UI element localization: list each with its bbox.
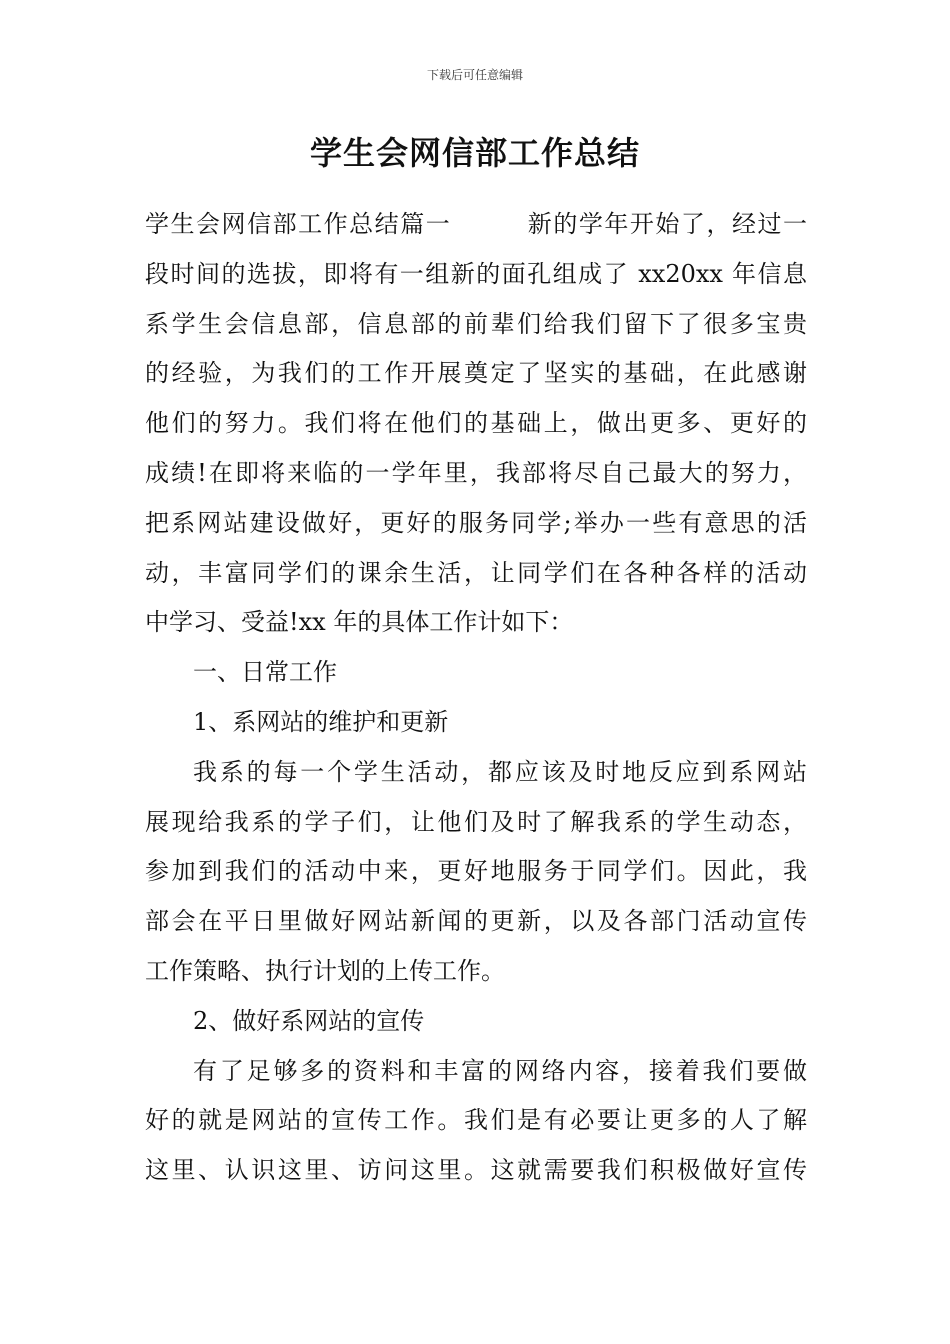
body-text-line: 2、做好系网站的宣传 <box>193 1006 425 1035</box>
body-text-line: 成绩!在即将来临的一学年里，我部将尽自己最大的努力， <box>145 458 807 487</box>
body-text-line: 中学习、受益!xx 年的具体工作计如下： <box>145 608 574 637</box>
body-text-line: 学生会网信部工作总结篇一 新的学年开始了，经过一 <box>145 210 807 238</box>
body-text-line: 部会在平日里做好网站新闻的更新，以及各部门活动宣传 <box>145 907 807 936</box>
body-text-line: 展现给我系的学子们，让他们及时了解我系的学生动态， <box>145 807 807 836</box>
document-body <box>145 200 807 1196</box>
body-text-line: 他们的努力。我们将在他们的基础上，做出更多、更好的 <box>145 409 807 438</box>
body-text-line: 一、日常工作 <box>193 658 337 687</box>
document-title: 学生会网信部工作总结 <box>309 134 640 172</box>
body-text-line: 这里、认识这里、访问这里。这就需要我们积极做好宣传 <box>145 1156 807 1185</box>
body-text-line: 1、系网站的维护和更新 <box>193 707 449 736</box>
body-text-line: 段时间的选拔，即将有一组新的面孔组成了 xx20xx 年信息 <box>145 259 807 288</box>
page-header-note: 下载后可任意编辑 <box>426 68 523 82</box>
body-text-line: 系学生会信息部，信息部的前辈们给我们留下了很多宝贵 <box>145 309 807 338</box>
body-text-line: 参加到我们的活动中来，更好地服务于同学们。因此，我 <box>145 857 807 886</box>
body-text-line: 工作策略、执行计划的上传工作。 <box>145 956 505 985</box>
body-text-line: 我系的每一个学生活动，都应该及时地反应到系网站 <box>193 757 807 786</box>
body-text-line: 好的就是网站的宣传工作。我们是有必要让更多的人了解 <box>145 1106 807 1135</box>
body-text-line: 的经验，为我们的工作开展奠定了坚实的基础，在此感谢 <box>145 359 807 388</box>
body-text-line: 把系网站建设做好，更好的服务同学;举办一些有意思的活 <box>145 508 807 537</box>
body-text-line: 动，丰富同学们的课余生活，让同学们在各种各样的活动 <box>145 558 807 587</box>
body-text-line: 有了足够多的资料和丰富的网络内容，接着我们要做 <box>193 1056 807 1085</box>
